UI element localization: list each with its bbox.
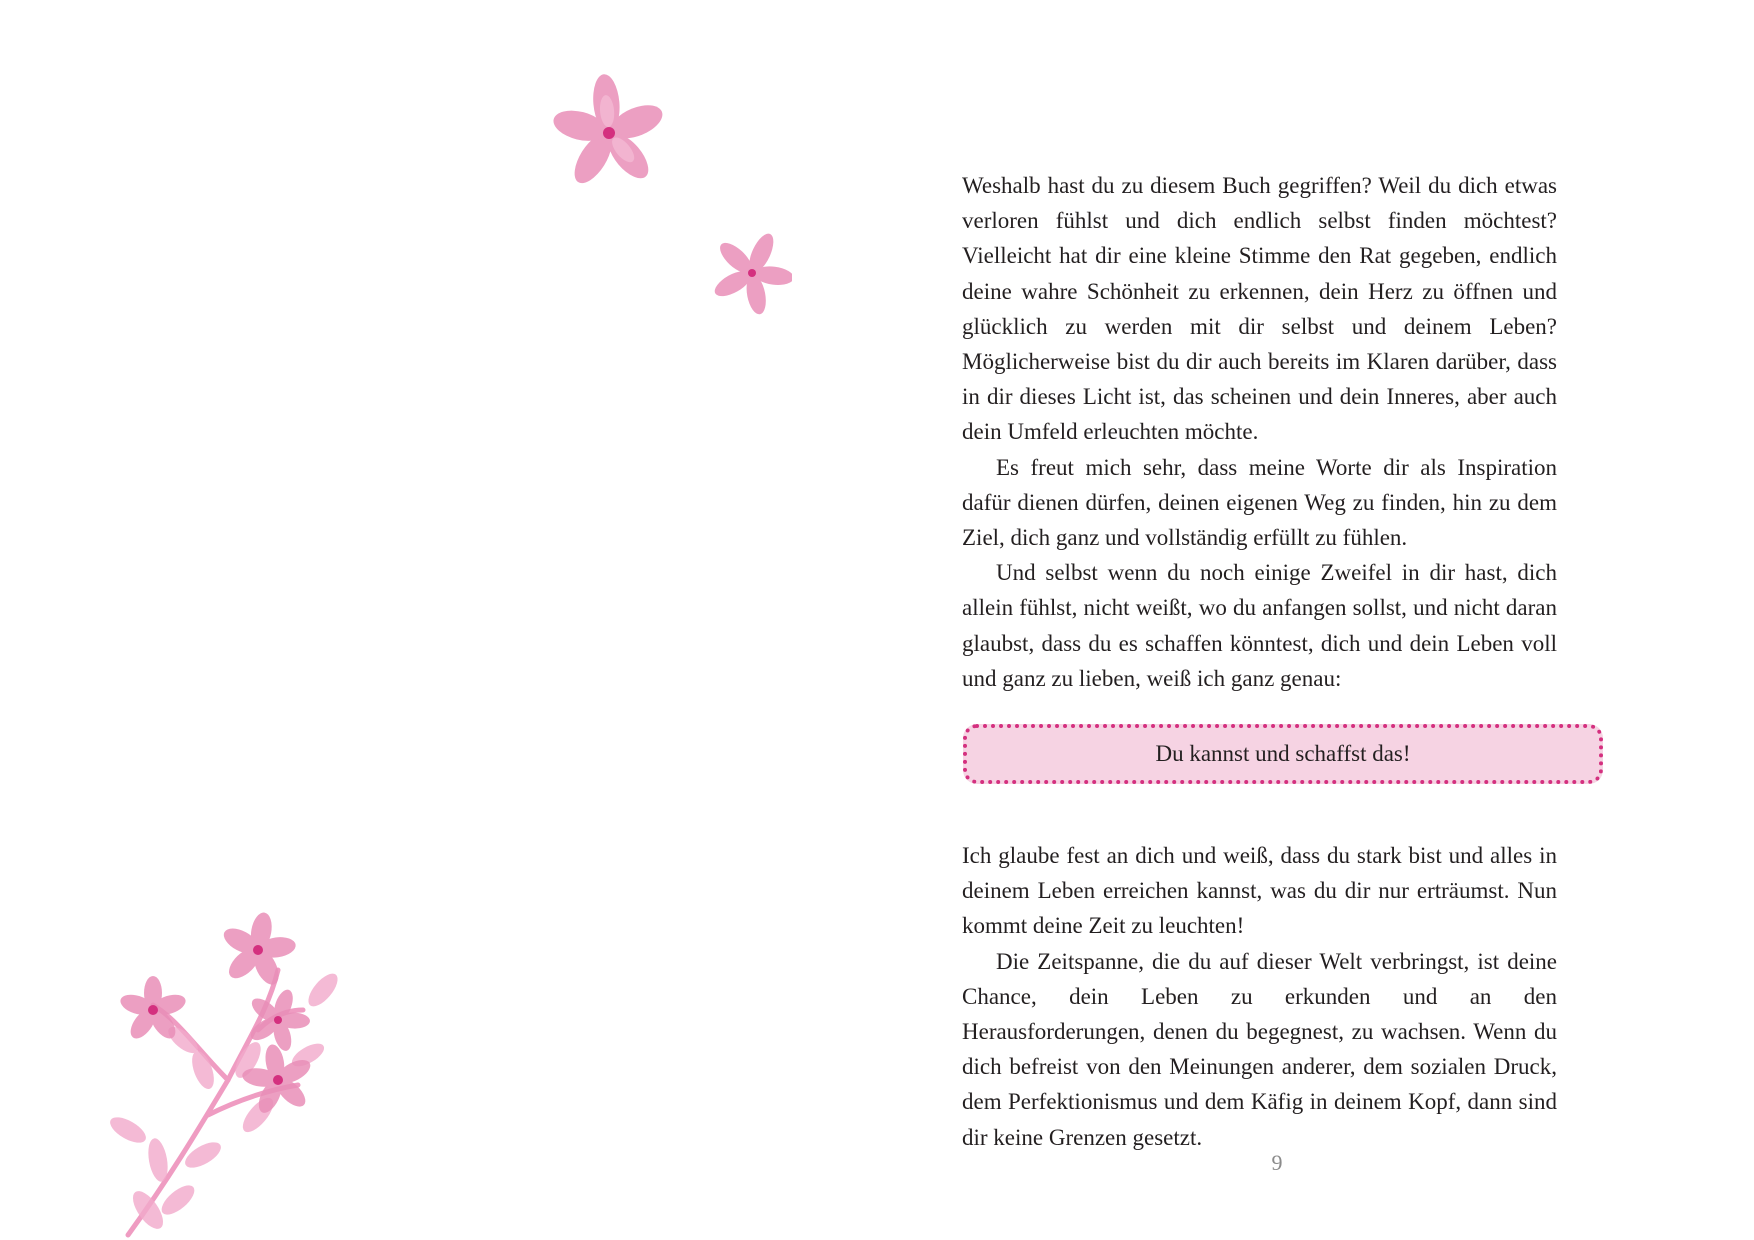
affirmation-box: [963, 724, 1603, 784]
paragraph: Ich glaube fest an dich und weiß, dass du stark bist und alles in deinem Leben erreichen kannst, was du dir nur erträumst. Nun kommt deine Zeit zu leuchten!: [962, 843, 1557, 939]
blossom-branch-icon: [108, 900, 348, 1240]
affirmation-text: Du kannst und schaffst das!: [1155, 741, 1411, 766]
paragraph: Und selbst wenn du noch einige Zweifel in dir hast, dich allein fühlst, nicht weißt, wo du anfangen sollst, und nicht daran glaubst, dass du es schaffen könntest, dich und dein Leben voll und ganz zu lieben, weiß ich ganz genau:: [962, 560, 1557, 691]
paragraph: Die Zeitspanne, die du auf dieser Welt verbringst, ist deine Chance, dein Leben zu erkunden und an den Herausforderungen, denen du begegnest, zu wachsen. Wenn du dich befreist von den Meinungen anderer, dem sozialen Druck, dem Perfektionismus und dem Käfig in deinem Kopf, dann sind dir keine Grenzen gesetzt.: [962, 948, 1557, 1150]
paragraph: Es freut mich sehr, dass meine Worte dir als Inspiration dafür dienen dürfen, deinen eigenen Weg zu finden, hin zu dem Ziel, dich ganz und vollständig erfüllt zu fühlen.: [962, 454, 1557, 551]
body-text-bottom: [962, 838, 1557, 1155]
paragraph: Weshalb hast du zu diesem Buch gegriffen? Weil du dich etwas verloren fühlst und dich endlich selbst finden möchtest? Vielleicht hat dir eine kleine Stimme den Rat gegeben, endlich deine wahre Schönheit zu erkennen, dein Herz zu öffnen und glücklich zu werden mit dir selbst und deinem Leben? Möglicherweise bist du dir auch bereits im Klaren darüber, dass in dir dieses Licht ist, das scheinen und dein Inneres, aber auch dein Umfeld erleuchten möchte.: [962, 173, 1557, 445]
blossom-icon: [552, 72, 666, 194]
body-text-top: [962, 168, 1557, 696]
blossom-icon: [712, 228, 792, 318]
page-number: 9: [1271, 1150, 1283, 1175]
right-page: [877, 0, 1754, 1240]
